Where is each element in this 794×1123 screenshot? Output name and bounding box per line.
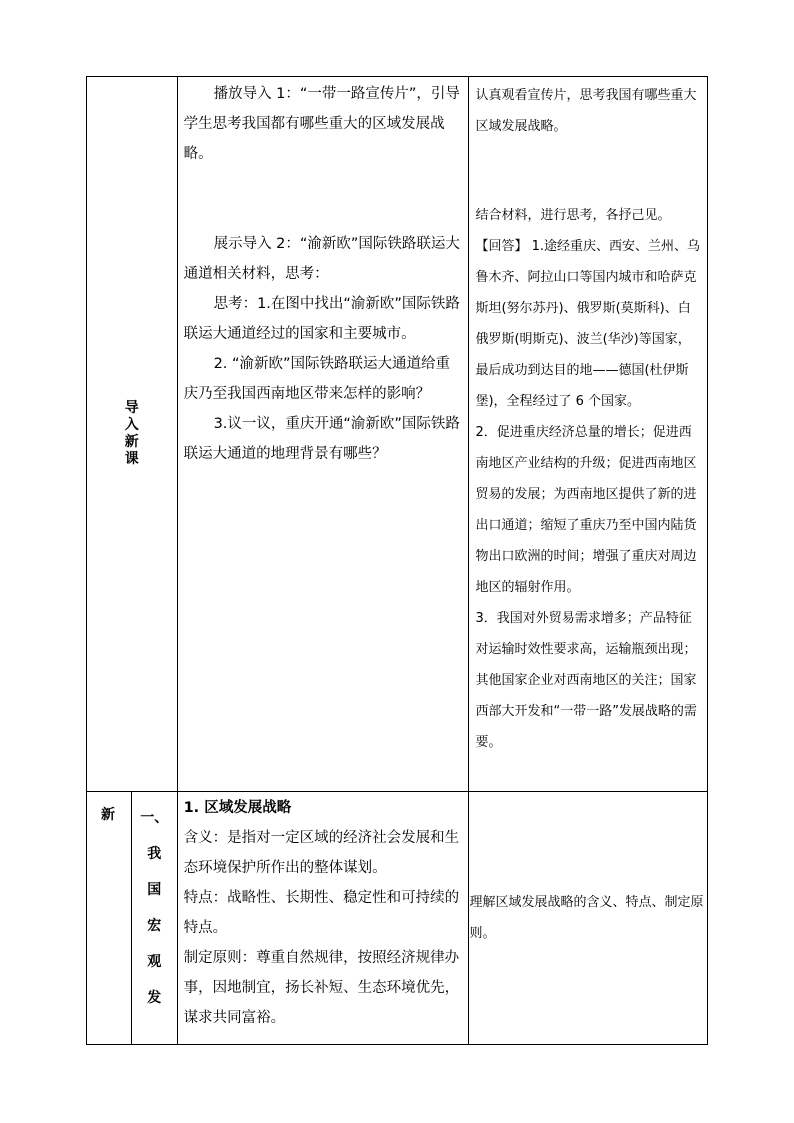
subsection-char: 我 [147,846,162,862]
strategy-meaning: 含义：是指对一定区域的经济社会发展和生态环境保护所作出的整体谋划。 [183,830,460,876]
intro-label-cell [87,77,178,792]
intro-teacher-p2: 展示导入 2：“渝新欧”国际铁路联运大通道相关材料，思考： [183,236,460,282]
intro-teacher-p3: 思考：1.在图中找出“渝新欧”国际铁路联运大通道经过的国家和主要城市。 [183,296,460,342]
intro-student-cell [469,77,708,792]
intro-student-answer-3: 3．我国对外贸易需求增多；产品特征对运输时效性要求高，运输瓶颈出现；其他国家企业对西南地区的关注；国家西部大开发和“一带一路”发展战略的需要。 [475,611,697,750]
new-lesson-row [87,792,708,1045]
new-label-right [132,792,177,1044]
intro-teacher-p4: 2. “渝新欧”国际铁路联运大通道给重庆乃至我国西南地区带来怎样的影响？ [183,356,451,402]
strategy-principles: 制定原则：尊重自然规律，按照经济规律办事，因地制宜，扬长补短、生态环境优先，谋求共同富裕。 [183,950,460,1026]
intro-student-answer-2: 2．促进重庆经济总量的增长；促进西南地区产业结构的升级；促进西南地区贸易的发展；为西南地区提供了新的进出口通道；缩短了重庆乃至中国内陆货物出口欧洲的时间；增强了重庆对周边地区的辐射作用。 [475,425,697,595]
new-student-p1: 理解区域发展战略的含义、特点、制定原则。 [469,895,704,941]
new-teacher-cell [177,792,469,1045]
intro-teacher-p1: 播放导入 1：“一带一路宣传片”，引导学生思考我国都有哪些重大的区域发展战略。 [183,86,460,162]
subsection-char: 一、 [140,810,169,826]
new-section-label: 新 [101,807,115,823]
strategy-features: 特点：战略性、长期性、稳定性和可持续的特点。 [183,890,460,936]
subsection-vertical-label [132,800,177,1016]
intro-row [87,77,708,792]
intro-student-p2: 结合材料，进行思考，各抒己见。 [475,208,671,223]
intro-student-p1: 认真观看宣传片，思考我国有哪些重大区域发展战略。 [475,88,697,134]
subsection-char: 观 [147,954,162,970]
subsection-char: 发 [147,990,162,1006]
lesson-plan-table [86,76,708,1045]
intro-student-answer-1: 【回答】 1.途经重庆、西安、兰州、乌鲁木齐、阿拉山口等国内城市和哈萨克斯坦(努尔苏丹)、俄罗斯(莫斯科)、白俄罗斯(明斯克)、波兰(华沙)等国家，最后成功到达目的地——德国(杜伊斯堡)，全程经过了 6 个国家。 [475,239,700,409]
intro-teacher-p5: 3.议一议，重庆开通“渝新欧”国际铁路联运大通道的地理背景有哪些？ [183,416,460,462]
subsection-char: 宏 [147,918,162,934]
new-label-cell [87,792,178,1045]
new-student-cell [469,792,708,1045]
intro-teacher-cell [177,77,469,792]
section-heading: 1. 区域发展战略 [183,800,292,816]
intro-section-label: 导入新课 [124,400,139,467]
new-label-left [87,792,132,1044]
subsection-char: 国 [147,882,162,898]
